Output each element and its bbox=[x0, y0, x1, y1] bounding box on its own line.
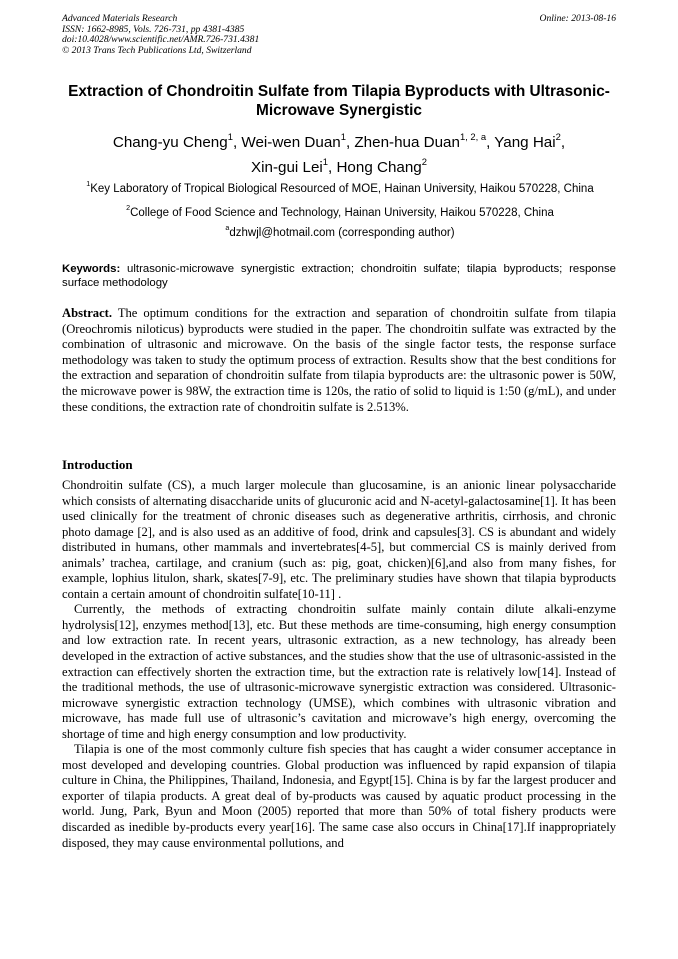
author-list: Chang-yu Cheng$^1$, Wei-wen Duan$^1$, Zhen-hua Duan$^{1, 2, a}$, Yang Hai$^2$, Xin-gui Lei$^1$, Hong Chang$^2$ bbox=[112, 130, 566, 176]
affiliation-mark: 2 bbox=[126, 204, 131, 213]
journal-doi: doi:10.4028/www.scientific.net/AMR.726-731.4381 bbox=[62, 34, 260, 46]
author-name: Yang Hai bbox=[494, 134, 556, 151]
affiliation-text: College of Food Science and Technology, Hainan University, Haikou 570228, China bbox=[130, 207, 554, 219]
author-name: Xin-gui Lei bbox=[251, 159, 323, 176]
author-name: Chang-yu Cheng bbox=[112, 134, 228, 151]
affiliation-2 bbox=[52, 206, 628, 220]
journal-header bbox=[62, 14, 616, 56]
keywords bbox=[62, 262, 616, 290]
corresponding-email bbox=[52, 226, 628, 240]
paragraph: Chondroitin sulfate (CS), a much larger molecule than glucosamine, is an anionic linear polysaccharide which consists of alternating disaccharide units of glucuronic acid and N-acetyl-galactosamine[1]. It has been used clinically for the treatment of chronic diseases such as degenerative arthritis, cirrhosis, and chronic photo damage [2], and is also used as an additive of food, drink and capsules[3]. CS is abundant and widely distributed in humans, other mammals and invertebrates[4-5], but commercial CS is mainly derived from animals’ trachea, cartilage, and cranium (such as: pig, goat, chicken)[6],and also from many fishes, for example, lophius litulon, shark, skates[7-9], etc. The preliminary studies have shown that tilapia byproducts contain a certain amount of chondroitin sulfate[10-11] . bbox=[62, 478, 616, 601]
journal-issn: ISSN: 1662-8985, Vols. 726-731, pp 4381-4385 bbox=[62, 23, 245, 35]
author-affil-mark: 2 bbox=[421, 155, 427, 167]
author-name: Hong Chang bbox=[336, 159, 422, 176]
abstract bbox=[62, 306, 616, 415]
author-affil-mark: 1 bbox=[227, 130, 233, 142]
abstract-label: Abstract. bbox=[62, 306, 113, 320]
journal-name: Advanced Materials Research bbox=[62, 13, 178, 24]
email-mark: a bbox=[225, 224, 230, 233]
paper-title: Extraction of Chondroitin Sulfate from Tilapia Byproducts with Ultrasonic-Microwave Synergistic bbox=[68, 83, 610, 119]
author-affil-mark: 2 bbox=[555, 130, 561, 142]
email-text: dzhwjl@hotmail.com (corresponding author) bbox=[229, 227, 455, 239]
author-affil-mark: 1 bbox=[322, 155, 328, 167]
introduction-body bbox=[62, 478, 616, 851]
section-heading-introduction: Introduction bbox=[62, 457, 133, 472]
journal-copyright: © 2013 Trans Tech Publications Ltd, Switzerland bbox=[62, 44, 252, 56]
affiliation-1 bbox=[52, 182, 628, 196]
online-date: Online: 2013-08-16 bbox=[539, 13, 616, 24]
affiliation-mark: 1 bbox=[86, 180, 91, 189]
keywords-text: ultrasonic-microwave synergistic extraction; chondroitin sulfate; tilapia byproducts; response surface methodology bbox=[62, 263, 616, 289]
abstract-text: The optimum conditions for the extraction and separation of chondroitin sulfate from tilapia (Oreochromis niloticus) byproducts were studied in the paper. The chondroitin sulfate was extracted by the combination of ultrasonic and microwave. On the basis of the single factor tests, the response surface methodology was taken to study the optimum process of extraction. Results show that the best conditions for the extraction and separation of chondroitin sulfate from tilapia byproducts are: the ultrasonic power is 50W, the microwave power is 98W, the extraction time is 120s, the ratio of solid to liquid is 1:50 (g/mL), and under these conditions, the extraction rate of chondroitin sulfate is 2.513%. bbox=[62, 306, 616, 414]
affiliation-text: Key Laboratory of Tropical Biological Resourced of MOE, Hainan University, Haikou 570228, China bbox=[90, 183, 594, 195]
paragraph: Currently, the methods of extracting chondroitin sulfate mainly contain dilute alkali-enzyme hydrolysis[12], enzymes method[13], etc. But these methods are time-consuming, high energy consumption and low extraction rate. In recent years, ultrasonic extraction, as a new technology, has already been developed in the extraction of active substances, and the studies show that the use of ultrasonic-assisted in the extraction can effectively shorten the extraction time, but the extraction rate is relatively low[14]. Instead of the traditional methods, the use of ultrasonic-microwave synergistic extraction was considered. Ultrasonic-microwave synergistic extraction technology (UMSE), which combines with ultrasonic vibration and microwave, has made full use of ultrasonic’s cavitation and microwave’s high energy, overcoming the shortage of time and high energy consumption and low productivity. bbox=[62, 602, 616, 741]
author-name: Zhen-hua Duan bbox=[354, 134, 460, 151]
author-affil-mark: 1 bbox=[340, 130, 346, 142]
paragraph: Tilapia is one of the most commonly culture fish species that has caught a wider consumer acceptance in most developed and developing countries. Global production was influenced by rapid expansion of tilapia culture in China, the Philippines, Thailand, Indonesia, and Egypt[15]. China is by far the largest producer and exporter of tilapia products. A great deal of by-products was caused by aquatic product processing in the world. Jung, Park, Byun and Moon (2005) reported that more than 50% of total fishery products were discarded as inedible by-products every year[16]. The same case also occurs in China[17].If inappropriately disposed, they may cause environmental pollutions, and bbox=[62, 742, 616, 850]
author-affil-mark: 1, 2, a bbox=[459, 130, 487, 142]
author-name: Wei-wen Duan bbox=[241, 134, 341, 151]
keywords-label: Keywords: bbox=[62, 263, 121, 275]
